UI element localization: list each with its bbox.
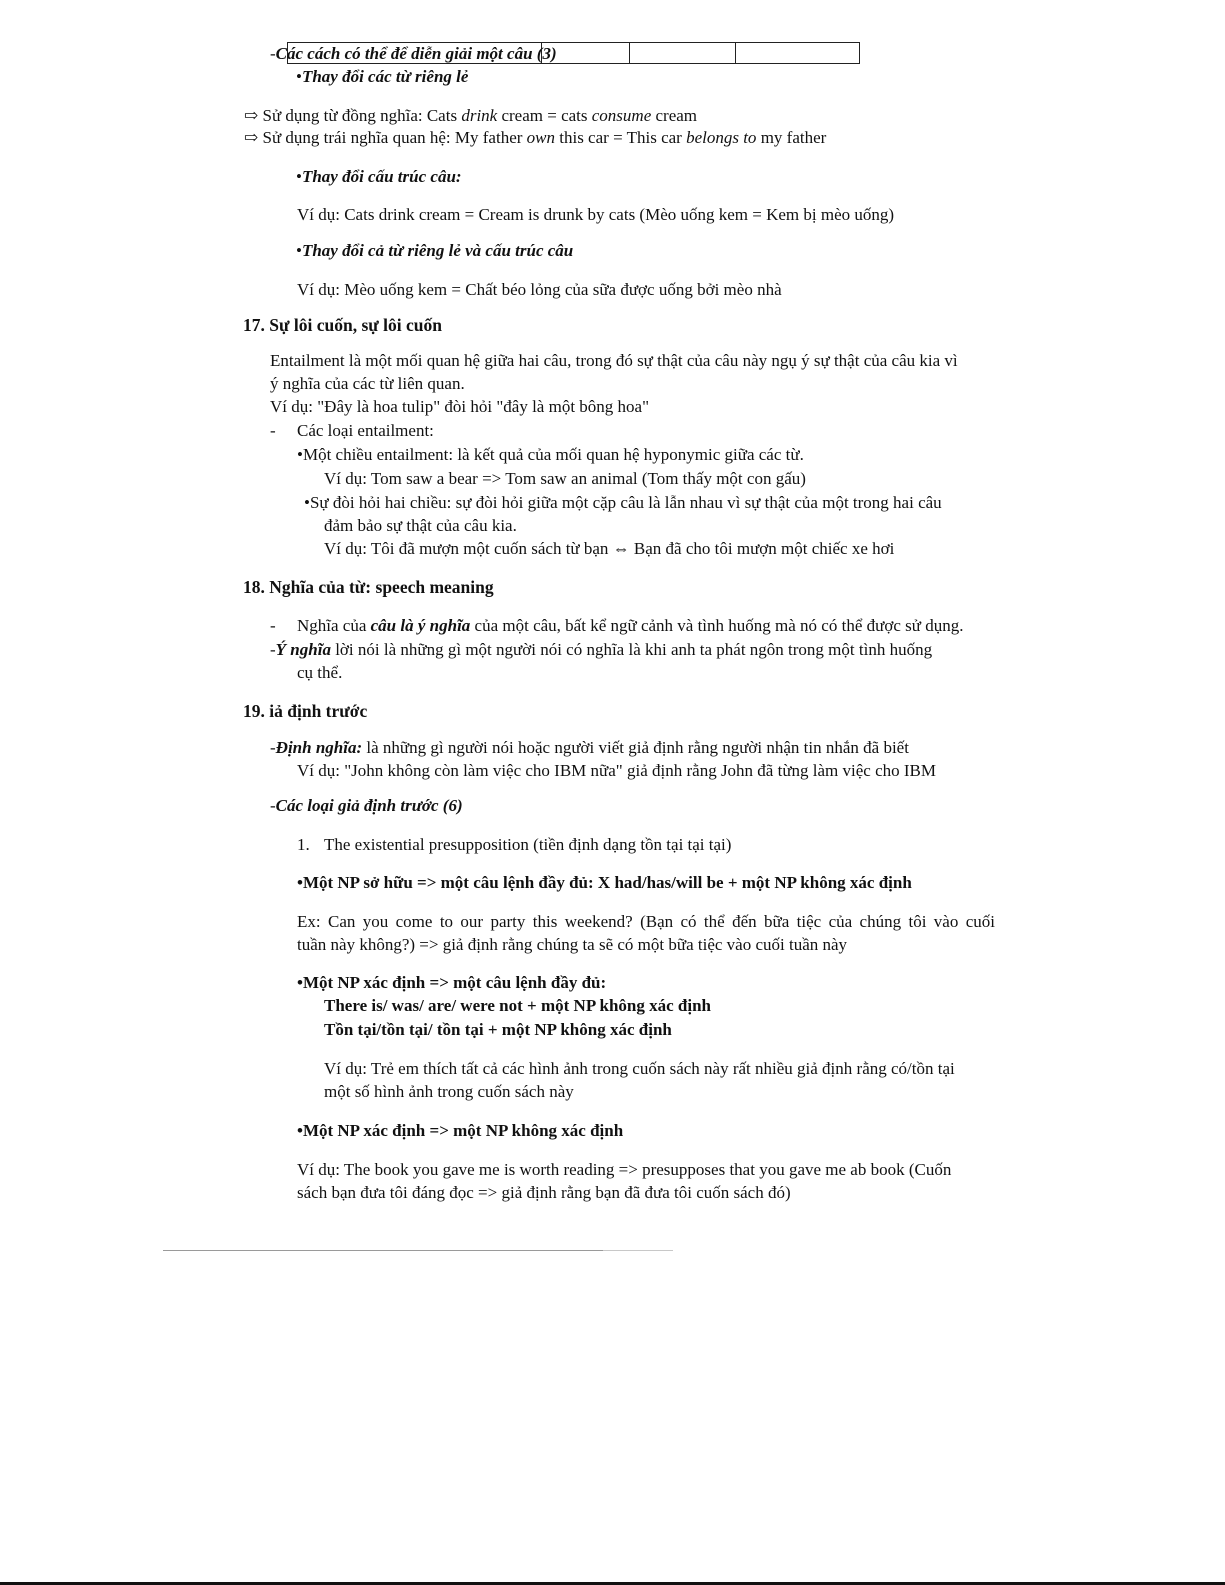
possessive-np-rule	[297, 871, 912, 894]
text-segment: là những gì người nói hoặc người viết giả định rằng người nhận tin nhắn đã biết	[362, 738, 909, 757]
text-segment: Các cách có thể để diễn giải một câu (3)	[275, 44, 557, 63]
text-segment: •Một NP sở hữu => một câu lệnh đầy đủ: X had/has/will be + một NP không xác định	[297, 873, 912, 892]
text-segment: Ex: Can you come to our party this weekend? (Bạn có thể đến bữa tiệc của chúng tôi vào cuối	[297, 912, 995, 931]
text-segment: Nghĩa của	[297, 616, 371, 635]
presupposition-types-heading	[270, 794, 463, 817]
text-segment: Ý nghĩa	[275, 640, 331, 659]
section-18-heading	[243, 576, 494, 599]
entailment-definition	[270, 349, 958, 372]
text-segment: Entailment là một mối quan hệ giữa hai câu, trong đó sự thật của câu này ngụ ý sự thật của câu kia vì	[270, 351, 958, 370]
sentence-meaning	[297, 614, 963, 637]
text-segment: •Sự đòi hỏi hai chiều: sự đòi hỏi giữa một cặp câu là lẫn nhau vì sự thật của một trong hai câu	[304, 493, 942, 512]
text-segment: •	[296, 167, 302, 186]
text-segment: Ví dụ: Tom saw a bear => Tom saw an animal (Tom thấy một con gấu)	[324, 469, 806, 488]
text-segment: Định nghĩa:	[275, 738, 363, 757]
text-segment: -	[270, 616, 276, 635]
text-segment: Tồn tại/tồn tại/ tồn tại + một NP không xác định	[324, 1020, 672, 1039]
two-way-entailment	[304, 491, 942, 514]
converse-line	[244, 126, 826, 149]
one-way-entailment	[297, 443, 804, 466]
text-segment: 1.	[297, 835, 310, 854]
text-segment: Ví dụ: Tôi đã mượn một cuốn sách từ bạn ⇔ Bạn đã cho tôi mượn một chiếc xe hơi	[324, 539, 895, 558]
text-segment: một số hình ảnh trong cuốn sách này	[324, 1082, 574, 1101]
text-segment: Ví dụ: The book you gave me is worth reading => presupposes that you gave me ab book (Cuốn	[297, 1160, 952, 1179]
party-example	[297, 910, 995, 933]
text-segment: belongs to	[686, 128, 757, 147]
text-segment: my father	[756, 128, 827, 147]
text-segment: •	[296, 67, 302, 86]
text-segment: There is/ was/ are/ were not + một NP không xác định	[324, 996, 712, 1015]
text-segment: Thay đổi các từ riêng lẻ	[301, 67, 469, 86]
text-segment: •Một NP xác định => một NP không xác định	[297, 1121, 624, 1140]
entailment-types	[297, 419, 434, 442]
text-segment: 19. iả định trước	[243, 701, 368, 721]
text-segment: -	[270, 640, 276, 659]
paraphrase-methods-heading	[270, 42, 557, 65]
book-example	[297, 1158, 951, 1181]
table-cell-divider	[629, 43, 630, 63]
two-way-example	[324, 537, 894, 560]
two-way-entailment-cont	[324, 514, 517, 537]
text-segment: của một câu, bất kể ngữ cảnh và tình huống mà nó có thể được sử dụng.	[470, 616, 964, 635]
synonym-line	[244, 104, 697, 127]
text-segment: -	[270, 796, 276, 815]
existential-presupposition	[324, 833, 731, 856]
change-both-bullet	[296, 239, 573, 262]
text-segment: ⇨ Sử dụng trái nghĩa quan hệ: My father	[244, 128, 527, 147]
example-cream	[297, 278, 782, 301]
presupposition-definition	[270, 736, 909, 759]
text-segment: Thay đổi cả từ riêng lẻ và cấu trúc câu	[301, 241, 574, 260]
change-words-bullet	[296, 65, 468, 88]
text-segment: 17. Sự lôi cuốn, sự lôi cuốn	[243, 315, 442, 335]
text-segment: •	[296, 241, 302, 260]
list-number	[297, 833, 310, 856]
pictures-example-cont	[324, 1080, 574, 1103]
text-segment: -	[270, 738, 276, 757]
text-segment: ⇨ Sử dụng từ đồng nghĩa: Cats	[244, 106, 462, 125]
section-17-heading	[243, 314, 442, 337]
text-segment: đảm bảo sự thật của câu kia.	[324, 516, 517, 535]
text-segment: Ví dụ: Cats drink cream = Cream is drunk by cats (Mèo uống kem = Kem bị mèo uống)	[297, 205, 895, 224]
entailment-example	[270, 395, 649, 418]
text-segment: consume	[591, 106, 652, 125]
presupposition-example	[297, 759, 936, 782]
utterance-meaning-cont	[297, 661, 342, 684]
book-example-cont	[297, 1181, 791, 1204]
text-segment: -	[270, 421, 276, 440]
footer-separator-faint	[603, 1250, 673, 1251]
text-segment: cụ thể.	[297, 663, 343, 682]
there-is-rule	[324, 994, 711, 1017]
text-segment: sách bạn đưa tôi đáng đọc => giả định rằng bạn đã đưa tôi cuốn sách đó)	[297, 1183, 791, 1202]
pictures-example	[324, 1057, 955, 1080]
list-dash	[270, 419, 276, 442]
text-segment: The existential presupposition (tiền định dạng tồn tại tại tại)	[324, 835, 732, 854]
text-segment: Ví dụ: Trẻ em thích tất cả các hình ảnh trong cuốn sách này rất nhiều giả định rằng có/tồn tại	[324, 1059, 955, 1078]
party-example-cont	[297, 933, 847, 956]
text-segment: drink	[461, 106, 498, 125]
definite-np-rule	[297, 971, 606, 994]
utterance-meaning	[270, 638, 932, 661]
text-segment: own	[526, 128, 555, 147]
text-segment: •Một chiều entailment: là kết quả của mối quan hệ hyponymic giữa các từ.	[297, 445, 804, 464]
text-segment: ý nghĩa của các từ liên quan.	[270, 374, 465, 393]
one-way-example	[324, 467, 806, 490]
change-structure-bullet	[296, 165, 462, 188]
text-segment: lời nói là những gì một người nói có nghĩa là khi anh ta phát ngôn trong một tình huống	[330, 640, 933, 659]
text-segment: -	[270, 44, 276, 63]
text-segment: Ví dụ: "Đây là hoa tulip" đòi hỏi "đây là một bông hoa"	[270, 397, 650, 416]
text-segment: this car = This car	[555, 128, 687, 147]
text-segment: tuần này không?) => giả định rằng chúng ta sẽ có một bữa tiệc vào cuối tuần này	[297, 935, 848, 954]
text-segment: Các loại entailment:	[297, 421, 434, 440]
section-19-heading	[243, 700, 367, 723]
text-segment: •Một NP xác định => một câu lệnh đầy đủ:	[297, 973, 607, 992]
exist-rule	[324, 1018, 672, 1041]
table-cell-divider	[735, 43, 736, 63]
text-segment: câu là ý nghĩa	[370, 616, 471, 635]
list-dash	[270, 614, 276, 637]
text-segment: cream	[651, 106, 698, 125]
text-segment: Ví dụ: Mèo uống kem = Chất béo lỏng của sữa được uống bởi mèo nhà	[297, 280, 782, 299]
definite-to-indefinite-rule	[297, 1119, 623, 1142]
text-segment: 18. Nghĩa của từ: speech meaning	[243, 577, 494, 597]
text-segment: Các loại giả định trước (6)	[275, 796, 463, 815]
text-segment: Ví dụ: "John không còn làm việc cho IBM nữa" giả định rằng John đã từng làm việc cho IBM	[297, 761, 937, 780]
entailment-definition-cont	[270, 372, 465, 395]
footer-separator	[163, 1250, 603, 1251]
example-passive	[297, 203, 894, 226]
text-segment: cream = cats	[497, 106, 592, 125]
text-segment: Thay đổi cấu trúc câu:	[301, 167, 462, 186]
